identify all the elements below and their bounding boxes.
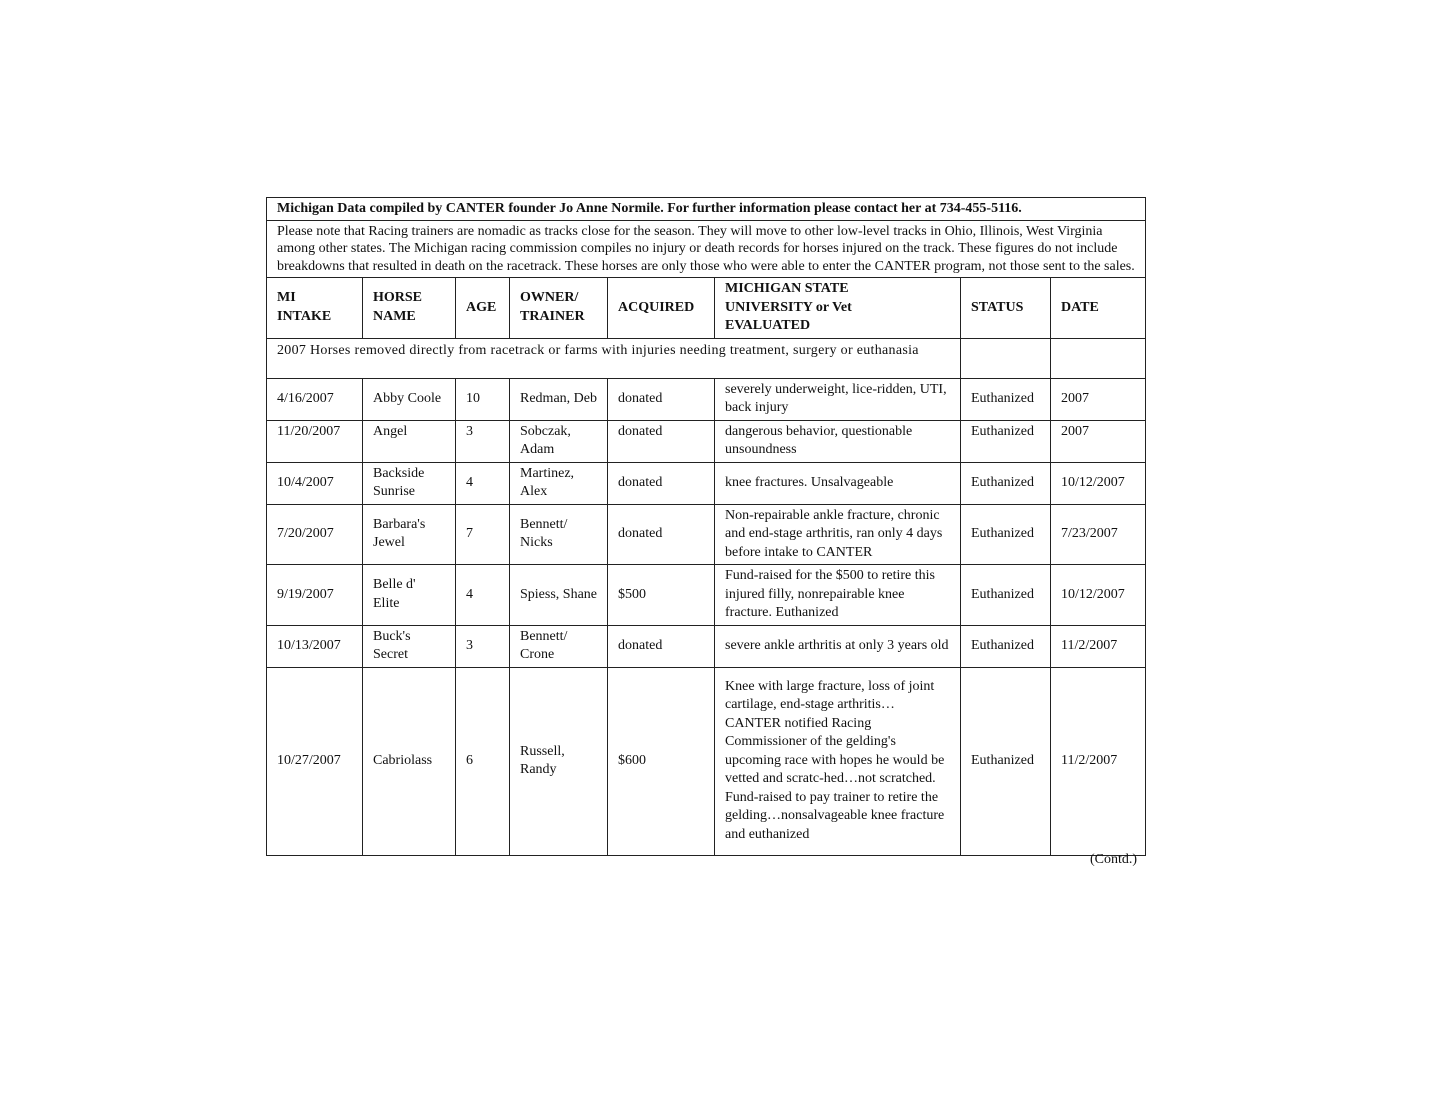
status-cell: Euthanized — [961, 625, 1051, 667]
acquired-cell: $600 — [608, 667, 715, 855]
evaluation-cell: knee fractures. Unsalvageable — [715, 462, 961, 504]
evaluation-cell: severely underweight, lice-ridden, UTI, back injury — [715, 378, 961, 420]
table-row — [267, 420, 1146, 462]
header-evaluated: MICHIGAN STATE UNIVERSITY or Vet EVALUATED — [715, 278, 961, 339]
date-cell: 2007 — [1051, 420, 1146, 462]
header-status: STATUS — [961, 278, 1051, 339]
age-cell: 3 — [456, 625, 510, 667]
note-row — [267, 220, 1146, 278]
date-cell: 11/2/2007 — [1051, 667, 1146, 855]
acquired-cell: $500 — [608, 565, 715, 626]
acquired-cell: donated — [608, 625, 715, 667]
owner-cell: Redman, Deb — [510, 378, 608, 420]
date-cell: 10/12/2007 — [1051, 565, 1146, 626]
table-row — [267, 378, 1146, 420]
evaluation-cell: Knee with large fracture, loss of joint cartilage, end-stage arthritis…CANTER notified Racing Commissioner of the gelding's upcoming race with hopes he would be vetted and scratc-hed…not scratched. Fund-raised to pay trainer to retire the gelding…nonsalvageable knee fracture and euthanized — [715, 667, 961, 855]
date-cell: 7/23/2007 — [1051, 504, 1146, 565]
horse-name-cell: Belle d' Elite — [363, 565, 456, 626]
horse-name-cell: Barbara's Jewel — [363, 504, 456, 565]
title-row — [267, 198, 1146, 221]
date-cell: 10/12/2007 — [1051, 462, 1146, 504]
age-cell: 6 — [456, 667, 510, 855]
section-heading: 2007 Horses removed directly from racetrack or farms with injuries needing treatment, surgery or euthanasia — [267, 338, 961, 378]
intake-cell: 7/20/2007 — [267, 504, 363, 565]
table-row — [267, 504, 1146, 565]
horse-intake-document — [266, 197, 1145, 856]
intake-cell: 10/4/2007 — [267, 462, 363, 504]
table-row — [267, 625, 1146, 667]
age-cell: 4 — [456, 565, 510, 626]
owner-cell: Martinez, Alex — [510, 462, 608, 504]
section-status-empty — [961, 338, 1051, 378]
acquired-cell: donated — [608, 420, 715, 462]
status-cell: Euthanized — [961, 378, 1051, 420]
status-cell: Euthanized — [961, 667, 1051, 855]
age-cell: 10 — [456, 378, 510, 420]
age-cell: 3 — [456, 420, 510, 462]
header-owner-trainer: OWNER/ TRAINER — [510, 278, 608, 339]
intake-cell: 4/16/2007 — [267, 378, 363, 420]
evaluation-cell: dangerous behavior, questionable unsoundness — [715, 420, 961, 462]
acquired-cell: donated — [608, 504, 715, 565]
document-title: Michigan Data compiled by CANTER founder Jo Anne Normile. For further information please contact her at 734-455-5116. — [267, 198, 1146, 221]
table-row — [267, 667, 1146, 855]
acquired-cell: donated — [608, 462, 715, 504]
continued-note: (Contd.) — [1090, 852, 1138, 867]
intake-cell: 10/13/2007 — [267, 625, 363, 667]
status-cell: Euthanized — [961, 462, 1051, 504]
status-cell: Euthanized — [961, 420, 1051, 462]
horse-name-cell: Abby Coole — [363, 378, 456, 420]
date-cell: 2007 — [1051, 378, 1146, 420]
status-cell: Euthanized — [961, 565, 1051, 626]
horse-name-cell: Backside Sunrise — [363, 462, 456, 504]
header-intake: MI INTAKE — [267, 278, 363, 339]
owner-cell: Bennett/ Crone — [510, 625, 608, 667]
intake-cell: 10/27/2007 — [267, 667, 363, 855]
intake-cell: 9/19/2007 — [267, 565, 363, 626]
section-date-empty — [1051, 338, 1146, 378]
intake-table — [266, 197, 1146, 856]
age-cell: 4 — [456, 462, 510, 504]
status-cell: Euthanized — [961, 504, 1051, 565]
horse-name-cell: Angel — [363, 420, 456, 462]
horse-name-cell: Buck's Secret — [363, 625, 456, 667]
date-cell: 11/2/2007 — [1051, 625, 1146, 667]
acquired-cell: donated — [608, 378, 715, 420]
header-date: DATE — [1051, 278, 1146, 339]
table-row — [267, 462, 1146, 504]
header-horse-name: HORSE NAME — [363, 278, 456, 339]
table-row — [267, 565, 1146, 626]
header-acquired: ACQUIRED — [608, 278, 715, 339]
owner-cell: Sobczak, Adam — [510, 420, 608, 462]
owner-cell: Russell, Randy — [510, 667, 608, 855]
section-row — [267, 338, 1146, 378]
document-note: Please note that Racing trainers are nomadic as tracks close for the season. They will move to other low-level tracks in Ohio, Illinois, West Virginia among other states. The Michigan racing commission compiles no injury or death records for horses injured on the track. These figures do not include breakdowns that resulted in death on the racetrack. These horses are only those who were able to enter the CANTER program, not those sent to the sales. — [267, 220, 1146, 278]
evaluation-cell: Fund-raised for the $500 to retire this injured filly, nonrepairable knee fracture. Euthanized — [715, 565, 961, 626]
header-age: AGE — [456, 278, 510, 339]
horse-name-cell: Cabriolass — [363, 667, 456, 855]
header-row — [267, 278, 1146, 339]
evaluation-cell: severe ankle arthritis at only 3 years old — [715, 625, 961, 667]
evaluation-cell: Non-repairable ankle fracture, chronic and end-stage arthritis, ran only 4 days before intake to CANTER — [715, 504, 961, 565]
owner-cell: Spiess, Shane — [510, 565, 608, 626]
owner-cell: Bennett/ Nicks — [510, 504, 608, 565]
intake-cell: 11/20/2007 — [267, 420, 363, 462]
age-cell: 7 — [456, 504, 510, 565]
